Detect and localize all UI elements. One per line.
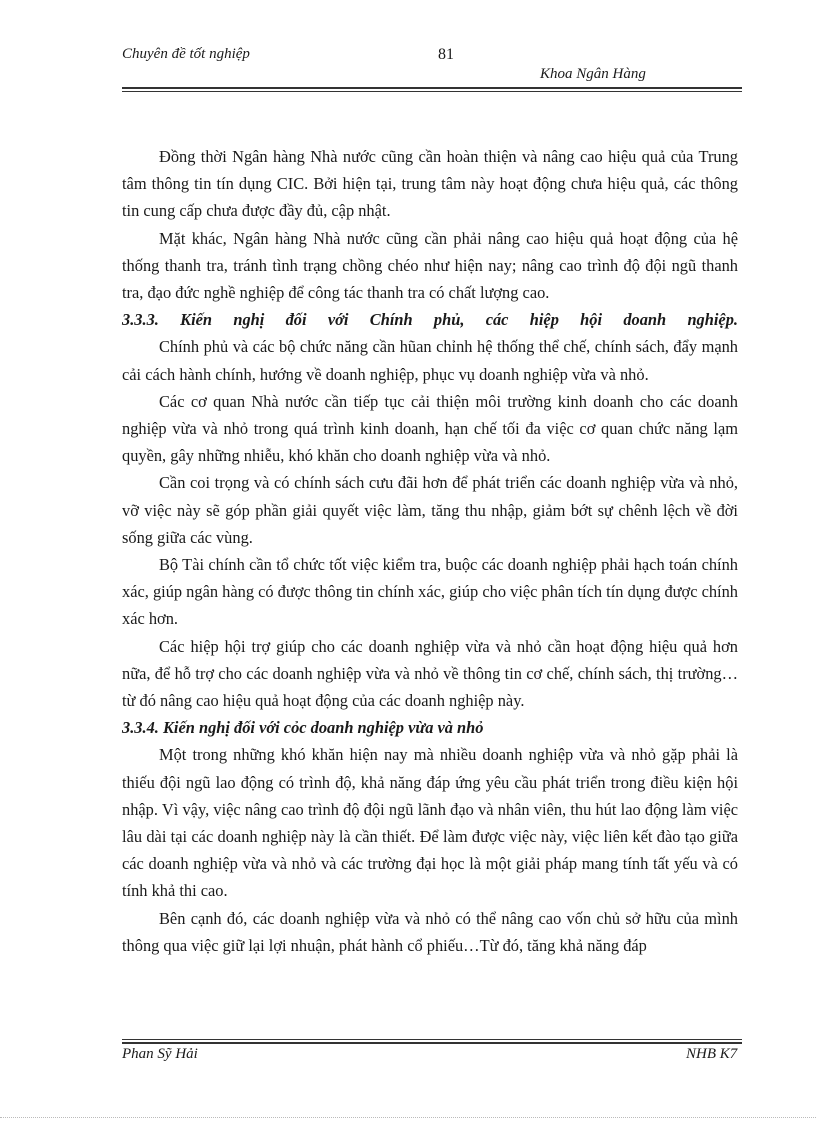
header-rule-thick (122, 87, 742, 89)
header-document-title: Chuyên đề tốt nghiệp (122, 46, 250, 62)
section-heading-3-3-3: 3.3.3. Kiến nghị đối với Chính phủ, các hiệp hội doanh nghiệp. (122, 310, 738, 330)
paragraph-6: Bộ Tài chính cần tổ chức tốt việc kiểm tra, buộc các doanh nghiệp phải hạch toán chính xác, giúp ngân hàng có được thông tin chính xác, giúp cho việc phân tích tín dụng được chính xác hơn. (122, 555, 738, 629)
footer-rule-thick (122, 1042, 742, 1044)
header-department: Khoa Ngân Hàng (540, 66, 646, 82)
paragraph-5: Cần coi trọng và có chính sách cưu đãi hơn để phát triển các doanh nghiệp vừa và nhỏ, vỡ việc này sẽ góp phần giải quyết việc làm, tăng thu nhập, giảm bớt sự chênh lệch về đời sống giữa các vùng. (122, 473, 738, 547)
header-rule-thin (122, 91, 742, 92)
footer-class-code: NHB K7 (686, 1046, 738, 1062)
page-number: 81 (438, 46, 454, 63)
paragraph-2: Mặt khác, Ngân hàng Nhà nước cũng cần phải nâng cao hiệu quả hoạt động của hệ thống thanh tra, tránh tình trạng chồng chéo như hiện nay; nâng cao trình độ đội ngũ thanh tra, đạo đức nghề nghiệp để công tác thanh tra có chất lượng cao. (122, 228, 738, 303)
page-body (122, 143, 738, 959)
section-heading-3-3-4: 3.3.4. Kiến nghị đối với cỏc doanh nghiệp vừa và nhỏ (122, 718, 484, 738)
paragraph-9: Bên cạnh đó, các doanh nghiệp vừa và nhỏ có thể nâng cao vốn chủ sở hữu của mình thông qua việc giữ lại lợi nhuận, phát hành cổ phiếu…Từ đó, tăng khả năng đáp (122, 908, 738, 955)
footer-author: Phan Sỹ Hải (122, 1046, 198, 1062)
paragraph-1: Đồng thời Ngân hàng Nhà nước cũng cần hoàn thiện và nâng cao hiệu quả của Trung tâm thông tin tín dụng CIC. Bởi hiện tại, trung tâm này hoạt động chưa hiệu quả, các thông tin cung cấp chưa được đầy đủ, cập nhật. (122, 147, 738, 221)
paragraph-7: Các hiệp hội trợ giúp cho các doanh nghiệp vừa và nhỏ cần hoạt động hiệu quả hơn nữa, để hỗ trợ cho các doanh nghiệp vừa và nhỏ về thông tin cơ chế, chính sách, thị trường…từ đó nâng cao hiệu quả hoạt động của các doanh nghiệp này. (122, 636, 738, 711)
paragraph-8: Một trong những khó khăn hiện nay mà nhiều doanh nghiệp vừa và nhỏ gặp phải là thiếu đội ngũ lao động có trình độ, khả năng đáp ứng yêu cầu phát triển trong điều kiện hội nhập. Vì vậy, việc nâng cao trình độ đội ngũ lãnh đạo và nhân viên, thu hút lao động làm việc lâu dài tại các doanh nghiệp này là cần thiết. Để làm được việc này, việc liên kết đào tạo giữa các doanh nghiệp vừa và nhỏ và các trường đại học là một giải pháp mang tính tất yếu và có tính khả thi cao. (122, 745, 738, 901)
paragraph-4: Các cơ quan Nhà nước cần tiếp tục cải thiện môi trường kinh doanh cho các doanh nghiệp vừa và nhỏ trong quá trình kinh doanh, hạn chế tối đa việc cơ quan chức năng lạm quyền, gây những nhiễu, khó khăn cho doanh nghiệp vừa và nhỏ. (122, 391, 738, 466)
page-edge-divider (0, 1117, 816, 1118)
footer-rule-thin (122, 1039, 742, 1040)
paragraph-3: Chính phủ và các bộ chức năng cần hũan chỉnh hệ thống thể chế, chính sách, đẩy mạnh cải cách hành chính, hướng về doanh nghiệp, phục vụ doanh nghiệp vừa và nhỏ. (122, 337, 738, 384)
